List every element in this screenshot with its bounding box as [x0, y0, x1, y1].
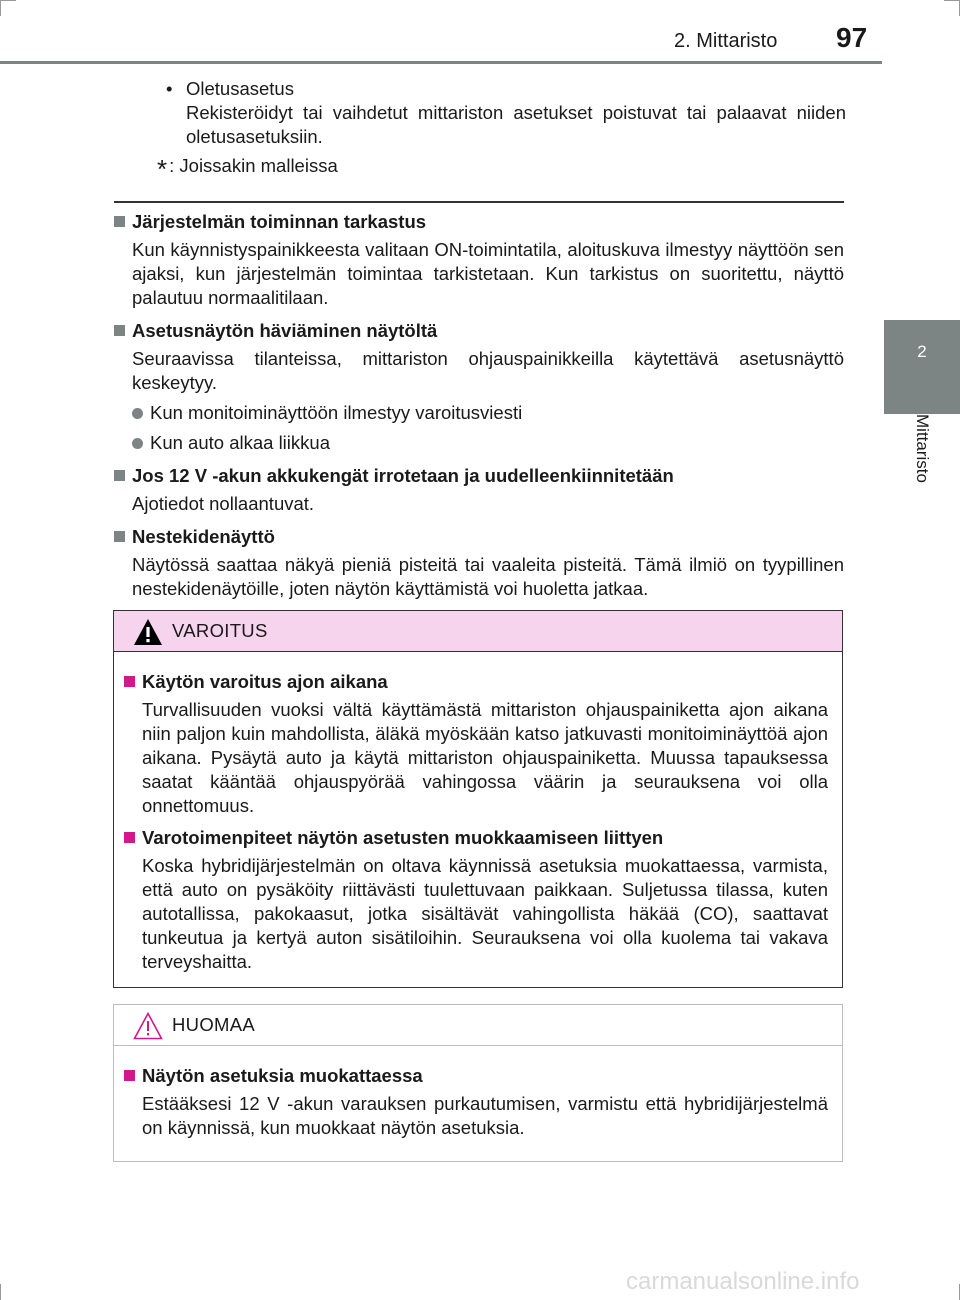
chapter-tab-label	[902, 414, 942, 494]
warning-body	[114, 652, 842, 974]
chapter-tab-label-text: Mittaristo	[913, 414, 932, 483]
section-system-check	[114, 210, 844, 310]
section-text: Kun käynnistyspainikkeesta valitaan ON-toimintatila, aloituskuva ilmestyy näyttöön sen ajaksi, kun järjestelmän toimintaa tarkistetaan. Kun tarkistus on suoritettu, näyttö palautuu normaalitilaan.	[132, 239, 844, 308]
section-heading: Nestekidenäyttö	[114, 525, 844, 549]
warning-heading: Varotoimenpiteet näytön asetusten muokkaamiseen liittyen	[124, 826, 828, 850]
running-header-section: 2. Mittaristo	[674, 30, 778, 52]
list-item: Kun auto alkaa liikkua	[114, 431, 844, 455]
warning-triangle-icon	[133, 618, 163, 646]
warning-text: Turvallisuuden vuoksi vältä käyttämästä mittariston ohjauspainiketta ajon aikana niin paljon kuin mahdollista, äläkä myöskään katso jatkuvasti monitoiminäyttöä ajon aikana. Pysäytä auto ja käytä mittariston ohjauspainiketta. Muussa tapauksessa saatat kääntää ohjauspyörää vahingossa väärin ja seurauksena voi olla onnettomuus.	[142, 699, 828, 816]
warning-text: Koska hybridijärjestelmän on oltava käynnissä asetuksia muokattaessa, varmista, että auto on pysäköity riittävästi tuulettuvaan paikkaan. Suljetussa tilassa, kuten autotallissa, pakokaasut, jotka sisältävät vahingollista häkää (CO), saattavat tunkeutua ja kertyä auton sisätiloihin. Seurauksena voi olla kuolema tai vakava terveyshaitta.	[142, 855, 828, 972]
section-divider	[114, 201, 844, 203]
notice-box	[113, 1004, 843, 1162]
section-text: Seuraavissa tilanteissa, mittariston ohjauspainikkeilla käytettävä asetusnäyttö keskeytyy.	[132, 348, 844, 393]
notice-heading: Näytön asetuksia muokattaessa	[124, 1064, 828, 1088]
section-lcd	[114, 525, 844, 601]
watermark: carmanualsonline.info	[626, 1268, 860, 1295]
notice-header	[114, 1005, 842, 1046]
footnote	[157, 154, 338, 185]
crop-mark	[0, 0, 1, 16]
crop-mark	[0, 0, 16, 1]
section-heading: Jos 12 V -akun akkukengät irrotetaan ja uudelleenkiinnitetään	[114, 464, 844, 488]
warning-title: VAROITUS	[172, 620, 268, 641]
bullet-dot-icon: •	[166, 78, 173, 99]
notice-text: Estääksesi 12 V -akun varauksen purkautumisen, varmistu että hybridijärjestelmä on käynnissä, kun muokkaat näytön asetuksia.	[142, 1093, 828, 1138]
section-heading: Järjestelmän toiminnan tarkastus	[114, 210, 844, 234]
crop-mark	[944, 0, 960, 1]
caution-triangle-outline-icon	[133, 1012, 163, 1040]
section-settings-disappear	[114, 319, 844, 455]
chapter-tab[interactable]	[884, 320, 960, 414]
footnote-asterisk: *	[157, 154, 168, 184]
list-item-default-settings	[166, 77, 846, 149]
section-battery	[114, 464, 844, 516]
crop-mark	[0, 1284, 1, 1300]
warning-heading: Käytön varoitus ajon aikana	[124, 670, 828, 694]
section-heading: Asetusnäytön häviäminen näytöltä	[114, 319, 844, 343]
main-content	[114, 210, 844, 601]
chapter-tab-number: 2	[917, 342, 927, 361]
section-text: Ajotiedot nollaantuvat.	[132, 493, 315, 514]
page-number: 97	[836, 22, 868, 53]
bullet-text: Rekisteröidyt tai vaihdetut mittariston asetukset poistuvat tai palaavat niiden oletusasetuksiin.	[186, 102, 846, 147]
notice-body	[114, 1046, 842, 1140]
footnote-text: : Joissakin malleissa	[169, 155, 338, 176]
list-item: Kun monitoiminäyttöön ilmestyy varoitusviesti	[114, 401, 844, 425]
notice-title: HUOMAA	[172, 1014, 255, 1035]
header-rule	[0, 61, 882, 64]
warning-header	[114, 611, 842, 652]
warning-box	[113, 610, 843, 988]
bullet-title: Oletusasetus	[186, 78, 294, 99]
section-text: Näytössä saattaa näkyä pieniä pisteitä tai vaaleita pisteitä. Tämä ilmiö on tyypillinen nestekidenäytöille, joten näytön käyttämistä voi huoletta jatkaa.	[132, 554, 844, 599]
